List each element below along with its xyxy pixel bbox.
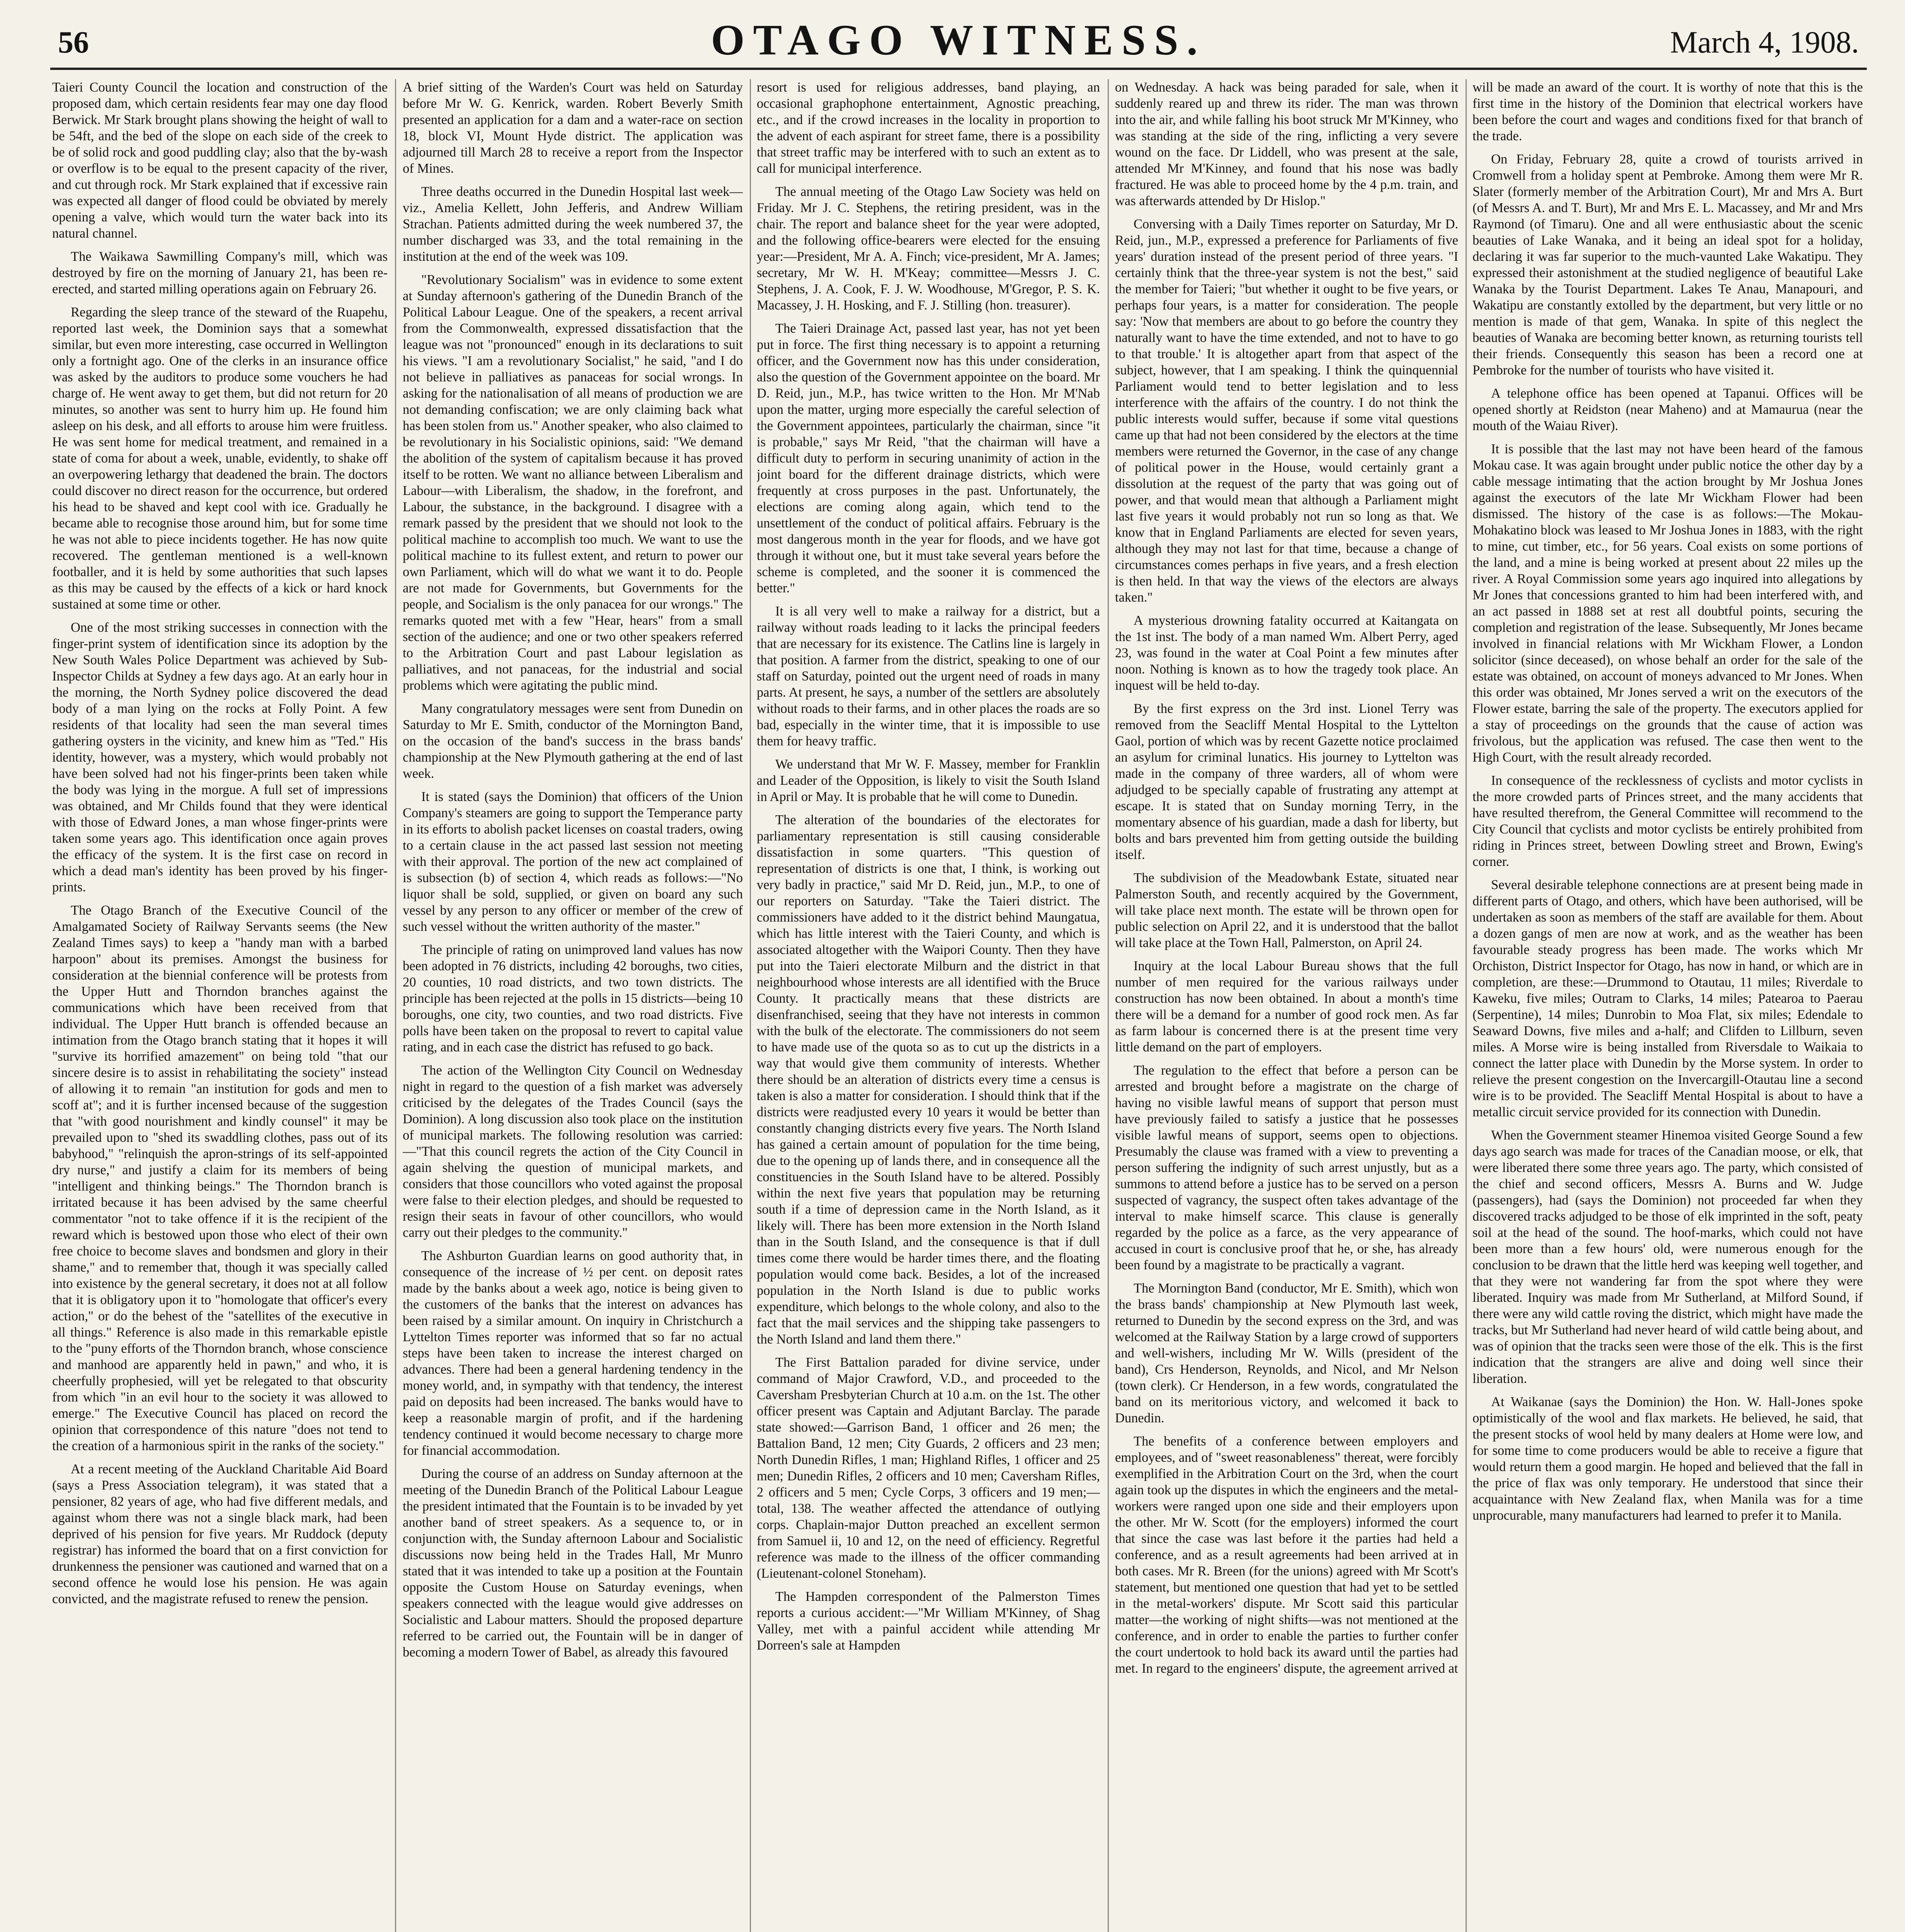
page-header: [50, 15, 1867, 66]
article-paragraph: It is all very well to make a railway for a district, but a railway without roads leading to it lacks the principal feeders that are necessary for its existence. The Catlins line is largely in that position. A farmer from the district, speaking to one of our staff on Saturday, pointed out the urgent need of roads in many parts. At present, he says, a number of the settlers are absolutely without roads to their farms, and in other places the roads are so bad, especially in the winter time, that it is impossible to use them for heavy traffic.: [757, 604, 1100, 748]
article-paragraph: By the first express on the 3rd inst. Lionel Terry was removed from the Seacliff Mental Hospital to the Lyttelton Gaol, portion of which was by recent Gazette notice proclaimed an asylum for criminal lunatics. His journey to Lyttelton was made in the company of three warders, all of whom were adjudged to be specially capable of frustrating any attempt at escape. It is stated that on Sunday morning Terry, in the momentary absence of his guardian, made a dash for liberty, but bolts and bars prevented him from getting outside the building itself.: [1115, 701, 1458, 862]
article-paragraph: In consequence of the recklessness of cyclists and motor cyclists in the more crowded parts of Princes street, and the many accidents that have resulted therefrom, the General Committee will recommend to the City Council that cyclists and motor cyclists be entirely prohibited from riding in Princes street, between Dowling street and Brown, Ewing's corner.: [1473, 773, 1863, 869]
column-4: [1115, 79, 1458, 1932]
article-paragraph: At Waikanae (says the Dominion) the Hon. W. Hall-Jones spoke optimistically of the wool and flax markets. He believed, he said, that the present stocks of wool held by many dealers at Home were low, and for some time to come producers would be able to receive a figure that would return them a good margin. He hoped and believed that the fall in the price of flax was only temporary. He understood that since their acquaintance with New Zealand flax, when Manila was for a time unprocurable, many manufacturers had learned to prefer it to Manila.: [1473, 1395, 1863, 1523]
article-paragraph: Several desirable telephone connections are at present being made in different parts of Otago, and others, which have been authorised, will be undertaken as soon as members of the staff are available for them. About a dozen gangs of men are now at work, and as the weather has been favourable steady progress has been made. The works which Mr Orchiston, District Inspector for Otago, has now in hand, or which are in completion, are these:—Drummond to Otautau, 11 miles; Riverdale to Kaweku, five miles; Outram to Clarks, 14 miles; Patearoa to Paerau (Serpentine), 14 miles; Dunrobin to Moa Flat, six miles; Edendale to Seaward Downs, five miles and a-half; and Clifden to Lillburn, seven miles. A Morse wire is being installed from Riversdale to Waikaia to connect the latter place with Dunedin by the Morse system. In order to relieve the present congestion on the Invercargill-Otautau line a second wire is to be provided. The Seacliff Mental Hospital is about to have a metallic circuit service provided for its connection with Dunedin.: [1473, 878, 1863, 1119]
article-paragraph: Inquiry at the local Labour Bureau shows that the full number of men required for the various railways under construction has now been obtained. In about a month's time there will be a demand for a number of good rock men. As far as farm labour is concerned there is at the present time very little demand on the part of employers.: [1115, 959, 1458, 1054]
article-paragraph: The Mornington Band (conductor, Mr E. Smith), which won the brass bands' championship at New Plymouth last week, returned to Dunedin by the second express on the 3rd, and was welcomed at the Railway Station by a large crowd of supporters and well-wishers, including Mr W. Wills (president of the band), Crs Henderson, Reynolds, and Nicol, and Mr Nelson (town clerk). Cr Henderson, in a few words, congratulated the band on its meritorious victory, and welcomed it back to Dunedin.: [1115, 1281, 1458, 1425]
article-paragraph: Regarding the sleep trance of the steward of the Ruapehu, reported last week, the Dominion says that a somewhat similar, but even more interesting, case occurred in Wellington only a fortnight ago. One of the clerks in an insurance office was asked by the auditors to produce some vouchers he had charge of. He went away to get them, but did not return for 20 minutes, so another was sent to hurry him up. He found him asleep on his desk, and all efforts to arouse him were fruitless. He was sent home for medical treatment, and remained in a state of coma for about a week, unable, evidently, to shake off an overpowering lethargy that deadened the brain. The doctors could discover no direct reason for the occurrence, but ordered his head to be shaved and kept cool with ice. Gradually he became able to recognise those around him, but for some time he was not able to piece incidents together. He has now quite recovered. The gentleman mentioned is a well-known footballer, and it is held by some authorities that such lapses as this may be caused by the effects of a kick or hard knock sustained at some time or other.: [52, 305, 388, 612]
article-paragraph: Many congratulatory messages were sent from Dunedin on Saturday to Mr E. Smith, conductor of the Mornington Band, on the occasion of the band's success in the brass bands' championship at the New Plymouth gathering at the end of last week.: [403, 701, 743, 781]
article-paragraph: It is stated (says the Dominion) that officers of the Union Company's steamers are going to support the Temperance party in its efforts to abolish packet licenses on coastal traders, owing to a certain clause in the act passed last session not meeting with their approval. The portion of the new act complained of is subsection (b) of section 4, which reads as follows:—"No liquor shall be sold, supplied, or given on board any such vessel by any person to any officer or member of the crew of such vessel without the written authority of the master.": [403, 789, 743, 934]
column-divider: [395, 79, 396, 1932]
article-paragraph: The Hampden correspondent of the Palmerston Times reports a curious accident:—"Mr William M'Kinney, of Shag Valley, met with a painful accident while attending Mr Dorreen's sale at Hampden: [757, 1589, 1100, 1653]
column-3: [757, 79, 1100, 1932]
article-paragraph: The action of the Wellington City Council on Wednesday night in regard to the question of a fish market was adversely criticised by the delegates of the Trades Council (says the Dominion). A long discussion also took place on the institution of municipal markets. The following resolution was carried:—"That this council regrets the action of the City Council in again shelving the question of municipal markets, and considers that those councillors who voted against the proposal were false to their election pledges, and should be requested to resign their seats in favour of other councillors, who would carry out their pledges to the community.": [403, 1063, 743, 1240]
article-paragraph: During the course of an address on Sunday afternoon at the meeting of the Dunedin Branch of the Political Labour League the president intimated that the Fountain is to be invaded by yet another band of street speakers. As a sequence to, or in conjunction with, the Sunday afternoon Labour and Socialistic discussions now being held in the Trades Hall, Mr Munro stated that it was intended to take up a position at the Fountain opposite the Custom House on Saturday evenings, when speakers connected with the league would give addresses on Socialistic and Labour matters. Should the proposed departure referred to be carried out, the Fountain will be in danger of becoming a modern Tower of Babel, as already this favoured: [403, 1466, 743, 1660]
article-paragraph: The regulation to the effect that before a person can be arrested and brought before a magistrate on the charge of having no visible lawful means of support that person must have previously failed to satisfy a justice that he possesses visible lawful means of support, seems open to objections. Presumably the clause was framed with a view to preventing a person suffering the indignity of such arrest unjustly, but as a summons to attend before a justice has to be served on a person suspected of vagrancy, the suspect often takes advantage of the interval to make himself scarce. This clause is generally regarded by the police as a farce, as the very appearance of accused in court is conclusive proof that he, or she, has already been found by a magistrate to be practically a vagrant.: [1115, 1063, 1458, 1272]
article-paragraph: The Taieri Drainage Act, passed last year, has not yet been put in force. The first thing necessary is to appoint a returning officer, and the Government now has this under consideration, also the question of the Government appointee on the board. Mr D. Reid, jun., M.P., has twice written to the Hon. Mr M'Nab upon the matter, urging more especially the careful selection of the Government appointees, particularly the chairman, since "it is probable," says Mr Reid, "that the chairman will have a difficult duty to perform in securing unanimity of action in the joint board for the different drainage districts, which were frequently at cross purposes in the past. Unfortunately, the elections are coming along again, which tend to the unsettlement of the conduct of political affairs. February is the most dangerous month in the year for floods, and we have got through it without one, but it must take several years before the scheme is completed, and the sooner it is commenced the better.": [757, 321, 1100, 595]
article-paragraph: We understand that Mr W. F. Massey, member for Franklin and Leader of the Opposition, is likely to visit the South Island in April or May. It is probable that he will come to Dunedin.: [757, 757, 1100, 804]
page-number: 56: [58, 26, 89, 60]
article-paragraph: The First Battalion paraded for divine service, under command of Major Crawford, V.D., and proceeded to the Caversham Presbyterian Church at 10 a.m. on the 1st. The other officer present was Captain and Adjutant Barclay. The parade state showed:—Garrison Band, 1 officer and 26 men; the Battalion Band, 12 men; City Guards, 2 officers and 23 men; North Dunedin Rifles, 1 man; Highland Rifles, 1 officer and 25 men; Dunedin Rifles, 2 officers and 10 men; Caversham Rifles, 2 officers and 5 men; Cycle Corps, 3 officers and 19 men;—total, 138. The weather affected the attendance of outlying corps. Chaplain-major Dutton preached an excellent sermon from Samuel ii, 10 and 12, on the need of efficiency. Regretful reference was made to the illness of the officer commanding (Lieutenant-colonel Stoneham).: [757, 1355, 1100, 1581]
issue-date: March 4, 1908.: [1670, 26, 1859, 60]
article-paragraph: One of the most striking successes in connection with the finger-print system of identification since its adoption by the New South Wales Police Department was achieved by Sub-Inspector Childs at Sydney a few days ago. At an early hour in the morning, the North Sydney police discovered the dead body of a man lying on the rocks at Folly Point. A few residents of that locality had seen the man several times gathering oysters in the vicinity, and knew him as "Ted." His identity, however, was a mystery, which would probably not have been solved had not his finger-prints been taken while the body was lying in the morgue. A full set of impressions was obtained, and Mr Childs found that they were identical with those of Edward Jones, a man whose finger-prints were taken some years ago. This identification once again proves the efficacy of the system. It is the first case on record in which a dead man's identity has been proved by his finger-prints.: [52, 620, 388, 895]
article-paragraph: A telephone office has been opened at Tapanui. Offices will be opened shortly at Reidston (near Maheno) and at Mamaurua (near the mouth of the Waiau River).: [1473, 386, 1863, 433]
article-paragraph: "Revolutionary Socialism" was in evidence to some extent at Sunday afternoon's gathering of the Dunedin Branch of the Political Labour League. One of the speakers, a recent arrival from the Commonwealth, expressed dissatisfaction that the league was not "pronounced" enough in its declarations to suit his views. "I am a revolutionary Socialist," he said, "and I do not believe in palliatives as panaceas for social wrongs. In asking for the nationalisation of all means of production we are not demanding confiscation; we are only claiming back what has been stolen from us." Another speaker, who also claimed to be revolutionary in his Socialistic opinions, said: "We demand the abolition of the system of capitalism because it has proved itself to be rotten. We want no alliance between Liberalism and Labour—with Liberalism, the shadow, in the forefront, and Labour, the substance, in the background. I disagree with a remark passed by the president that we should not look to the political machine to accomplish too much. We want to use the political machine to its fullest extent, and return to power our own Parliament, which will do what we want it to do. People are not made for Governments, but Governments for the people, and Socialism is the only panacea for our wrongs." The remarks quoted met with a few "Hear, hears" from a small section of the audience; and one or two other speakers referred to the Arbitration Court and past Labour legislation as palliatives, and not panaceas, for the industrial and social problems which were agitating the public mind.: [403, 272, 743, 693]
article-paragraph: The Waikawa Sawmilling Company's mill, which was destroyed by fire on the morning of January 21, has been re-erected, and started milling operations again on February 26.: [52, 249, 388, 296]
article-paragraph: on Wednesday. A hack was being paraded for sale, when it suddenly reared up and threw its rider. The man was thrown into the air, and while falling his boot struck Mr M'Kinney, who was standing at the side of the ring, inflicting a very severe wound on the face. Dr Liddell, who was present at the sale, attended Mr M'Kinney, and found that his nose was badly fractured. He was able to proceed home by the 4 p.m. train, and was afterwards attended by Dr Hislop.": [1115, 80, 1458, 208]
article-paragraph: The principle of rating on unimproved land values has now been adopted in 76 districts, including 42 boroughs, two cities, 20 counties, 10 road districts, and two town districts. The principle has been rejected at the polls in 15 districts—being 10 boroughs, one city, two counties, and two road districts. Five polls have been taken on the proposal to revert to capital value rating, and in each case the district has refused to go back.: [403, 942, 743, 1054]
column-divider: [1108, 79, 1109, 1932]
column-divider: [1466, 79, 1467, 1932]
article-paragraph: When the Government steamer Hinemoa visited George Sound a few days ago search was made for traces of the Canadian moose, or elk, that were liberated there some three years ago. The party, which consisted of the chief and second officers, Messrs A. Burns and W. Judge (passengers), had (says the Dominion) not proceeded far when they discovered tracks adjudged to be those of elk imprinted in the soft, peaty soil at the head of the sound. The hoof-marks, which could not have been more than a few hours' old, were numerous enough for the conclusion to be drawn that the little herd was keeping well together, and that they were not wandering far from the spot where they were liberated. Inquiry was made from Mr Sutherland, at Milford Sound, if there were any wild cattle roving the district, which might have made the tracks, but Mr Sutherland had never heard of wild cattle being about, and was of opinion that the tracks seen were those of the elk. This is the first indication that the strangers are alive and doing well since their liberation.: [1473, 1128, 1863, 1386]
column-2: [403, 79, 743, 1932]
article-paragraph: resort is used for religious addresses, band playing, an occasional graphophone entertainment, Agnostic preaching, etc., and if the crowd increases in the locality in proportion to the advent of each aspirant for street fame, there is a possibility that street traffic may be interfered with to such an extent as to call for municipal interference.: [757, 80, 1100, 176]
article-paragraph: The annual meeting of the Otago Law Society was held on Friday. Mr J. C. Stephens, the retiring president, was in the chair. The report and balance sheet for the year were adopted, and the following office-bearers were elected for the ensuing year:—President, Mr A. A. Finch; vice-president, Mr A. James; secretary, Mr W. H. M'Keay; committee—Messrs J. C. Stephens, J. A. Cook, F. J. W. Woodhouse, M'Gregor, P. S. K. Macassey, J. H. Hosking, and F. J. Stilling (hon. treasurer).: [757, 184, 1100, 313]
article-paragraph: Three deaths occurred in the Dunedin Hospital last week—viz., Amelia Kellett, John Jefferis, and Andrew William Strachan. Patients admitted during the week numbered 37, the number discharged was 33, and the total remaining in the institution at the end of the week was 109.: [403, 184, 743, 264]
masthead-title: OTAGO WITNESS.: [711, 16, 1206, 64]
article-paragraph: will be made an award of the court. It is worthy of note that this is the first time in the history of the Dominion that electrical workers have been before the court and wages and conditions fixed for that branch of the trade.: [1473, 80, 1863, 143]
header-rule: [50, 68, 1867, 70]
article-paragraph: The subdivision of the Meadowbank Estate, situated near Palmerston South, and recently acquired by the Government, will take place next month. The estate will be thrown open for public selection on April 22, and it is understood that the ballot will take place at the Town Hall, Palmerston, on April 24.: [1115, 871, 1458, 950]
article-paragraph: A brief sitting of the Warden's Court was held on Saturday before Mr W. G. Kenrick, warden. Robert Beverly Smith presented an application for a dam and a water-race on section 18, block VI, Mount Hyde district. The application was adjourned till March 28 to receive a report from the Inspector of Mines.: [403, 80, 743, 176]
article-paragraph: The alteration of the boundaries of the electorates for parliamentary representation is still causing considerable dissatisfaction in some quarters. "This question of representation of districts is one that, I think, is working out very badly in practice," said Mr D. Reid, jun., M.P., to one of our reporters on Saturday. "Take the Taieri district. The commissioners have added to it the district behind Maungatua, which has little interest with the Taieri County, and which is associated altogether with the Waipori County. Then they have put into the Taieri electorate Milburn and the district in that neighbourhood whose interests are all identified with the Bruce County. It practically means that these districts are disenfranchised, seeing that they have not interests in common with the bulk of the electorate. The commissioners do not seem to have made use of the quota so as to cut up the districts in a way that would give them community of interests. Whether there should be an alteration of districts every time a census is taken is also a matter for consideration. I should think that if the districts were readjusted every 10 years it would be better than constantly changing districts every five years. The North Island has gained a certain amount of population for the time being, due to the opening up of lands there, and in consequence all the constituencies in the South Island have to be altered. Possibly within the next five years that population may be returning south if a time of depression came in the North Island, as it likely will. There has been more extension in the North Island than in the South Island, and the consequence is that if dull times come there would be harder times there, and the floating population would come back. Besides, a lot of the increased population in the North Island is due to public works expenditure, which belongs to the whole colony, and also to the fact that the mail services and the shipping take passengers to the North Island and land them there.": [757, 813, 1100, 1347]
article-paragraph: The benefits of a conference between employers and employees, and of "sweet reasonableness" thereat, were forcibly exemplified in the Arbitration Court on the 3rd, when the court again took up the disputes in which the engineers and the metal-workers were ranged upon one side and their employers upon the other. Mr W. Scott (for the employers) informed the court that since the case was last before it the parties had held a conference, and as a result agreements had been arrived at in both cases. Mr R. Breen (for the unions) agreed with Mr Scott's statement, but mentioned one question that had yet to be settled in the metal-workers' dispute. Mr Scott said this particular matter—the working of night shifts—was not mentioned at the conference, and in order to enable the parties to further confer the court undertook to hold back its award until the parties had met. In regard to the engineers' dispute, the agreement arrived at: [1115, 1434, 1458, 1676]
article-paragraph: At a recent meeting of the Auckland Charitable Aid Board (says a Press Association telegram), it was stated that a pensioner, 82 years of age, who had five different medals, and against whom there was not a single black mark, had been deprived of his pension for five years. Mr Ruddock (deputy registrar) has informed the board that on a first conviction for drunkenness the pensioner was cautioned and warned that on a second offence he would lose his pension. He was again convicted, and the magistrate refused to renew the pension.: [52, 1462, 388, 1606]
article-paragraph: Taieri County Council the location and construction of the proposed dam, which certain residents fear may one day flood Berwick. Mr Stark brought plans showing the height of wall to be 54ft, and the bed of the slope on each side of the creek to be of solid rock and good puddling clay; also that the by-wash or overflow is to be equal to the present capacity of the river, and cut through rock. Mr Stark explained that if excessive rain was expected all danger of flood could be obviated by merely opening a valve, which would turn the water back into its natural channel.: [52, 80, 388, 241]
article-paragraph: It is possible that the last may not have been heard of the famous Mokau case. It was again brought under public notice the other day by a cable message intimating that the action brought by Mr Joshua Jones against the executors of the late Mr Wickham Flower had been dismissed. The history of the case is as follows:—The Mokau-Mohakatino block was leased to Mr Joshua Jones in 1883, with the right to mine, cut timber, etc., for 56 years. Coal exists on some portions of the land, and a mine is being worked at present about 22 miles up the river. A Royal Commission some years ago inquired into allegations by Mr Jones that concessions granted to him had been interfered with, and an act passed in 1888 set at rest all doubtful points, securing the completion and registration of the lease. Subsequently, Mr Jones became involved in financial relations with Mr Wickham Flower, a London solicitor (since deceased), on whose behalf an order for the sale of the estate was obtained, on account of moneys advanced to Mr Jones. When this order was obtained, Mr Jones served a writ on the executors of the Flower estate, barring the sale of the property. The executors applied for a stay of proceedings on the grounds that the cause of action was frivolous, but the application was refused. The case then went to the High Court, with the result already recorded.: [1473, 442, 1863, 765]
article-paragraph: On Friday, February 28, quite a crowd of tourists arrived in Cromwell from a holiday spent at Pembroke. Among them were Mr R. Slater (formerly member of the Arbitration Court), Mr and Mrs A. Burt (of Messrs A. and T. Burt), Mr and Mrs E. L. Macassey, and Mr and Mrs Raymond (of Timaru). One and all were enthusiastic about the scenic beauties of Lake Wanaka, and it being an ideal spot for a holiday, declaring it was far superior to the much-vaunted Lake Wakatipu. They expressed their astonishment at the studied negligence of beautiful Lake Wanaka by the Tourist Department. Lakes Te Anau, Manapouri, and Wakatipu are constantly extolled by the department, but very little or no mention is made of that gem, Wanaka. In spite of this neglect the beauties of Wanaka are becoming better known, as returning tourists tell their friends. Consequently this season has been a record one at Pembroke for the number of tourists who have visited it.: [1473, 152, 1863, 378]
article-paragraph: The Otago Branch of the Executive Council of the Amalgamated Society of Railway Servants seems (the New Zealand Times says) to keep a "handy man with a barbed harpoon" about its premises. Amongst the business for consideration at the biennial conference will be protests from the Upper Hutt and Thorndon branches against the communications which have been received from that individual. The Upper Hutt branch is offended because an intimation from the Otago branch stating that it hopes it will "survive its horrified amazement" on being told "that our sincere desire is to assist in rehabilitating the society" instead of allowing it to remain "an institution for gods and men to scoff at"; and it is further incensed because of the suggestion that "with good nourishment and kindly counsel" it may be prevailed upon to "shed its swaddling clothes, pass out of its babyhood," "relinquish the apron-strings of its self-appointed dry nurse," and justify a claim for its members of being "intelligent and thinking beings." The Thorndon branch is irritated because it has been advised by the same cheerful commentator "not to take offence if it is the recipient of the reward which is bestowed upon those who elect of their own free choice to become slaves and bondsmen and glory in their shame," and to remember that, though it was specially called into existence by the general secretary, it does not at all follow that it is obligatory upon it to "homologate that officer's every action," or do the behest of the "satellites of the executive in all things." Reference is also made in this remarkable epistle to the "puny efforts of the Thorndon branch, whose conscience and manhood are apparently held in pawn," and who, it is cheerfully prophesied, will yet be relegated to that obscurity from which "in an evil hour to the society it was allowed to emerge." The Executive Council has placed on record the opinion that correspondence of this nature "does not tend to the creation of a harmonious spirit in the ranks of the society.": [52, 903, 388, 1453]
column-divider: [750, 79, 751, 1932]
column-5: [1473, 79, 1863, 1932]
article-paragraph: The Ashburton Guardian learns on good authority that, in consequence of the increase of ½ per cent. on deposit rates made by the banks about a week ago, notice is being given to the customers of the banks that the interest on advances has been raised by a similar amount. On inquiry in Christchurch a Lyttelton Times reporter was informed that so far no actual steps have been taken to increase the interest charged on advances. There had been a general hardening tendency in the money world, and, in sympathy with that tendency, the interest paid on deposits had been increased. The banks would have to keep a reasonable margin of profit, and if the hardening tendency continued it would become necessary to charge more for financial accommodation.: [403, 1248, 743, 1458]
column-1: [52, 79, 388, 1932]
article-paragraph: Conversing with a Daily Times reporter on Saturday, Mr D. Reid, jun., M.P., expressed a preference for Parliaments of five years' duration instead of the present period of three years. "I certainly think that the three-year system is not the best," said the member for Taieri; "but whether it ought to be five years, or perhaps four years, is a matter for consideration. The people say: 'Now that members are about to go before the country they naturally want to have the time extended, and not to have to go to that trouble.' It is altogether apart from that aspect of the subject, however, that I am speaking. I think the quinquennial Parliament would tend to better legislation and to less interference with the affairs of the country. I do not think the public interests would suffer, because if some vital questions came up that had not been considered by the electors at the time members were returned the Governor, in the case of any change of political power in the House, would certainly grant a dissolution at the request of the party that was going out of power, and that would mean that although a Parliament might last five years it would probably not run so long as that. We know that in England Parliaments are elected for seven years, although they may not last for that time, because a change of circumstances comes perhaps in five years, and a fresh election is then held. In that way the views of the electors are always taken.": [1115, 217, 1458, 605]
article-paragraph: A mysterious drowning fatality occurred at Kaitangata on the 1st inst. The body of a man named Wm. Albert Perry, aged 23, was found in the water at Coal Point a few minutes after noon. Nothing is known as to how the tragedy took place. An inquest will be held to-day.: [1115, 613, 1458, 693]
